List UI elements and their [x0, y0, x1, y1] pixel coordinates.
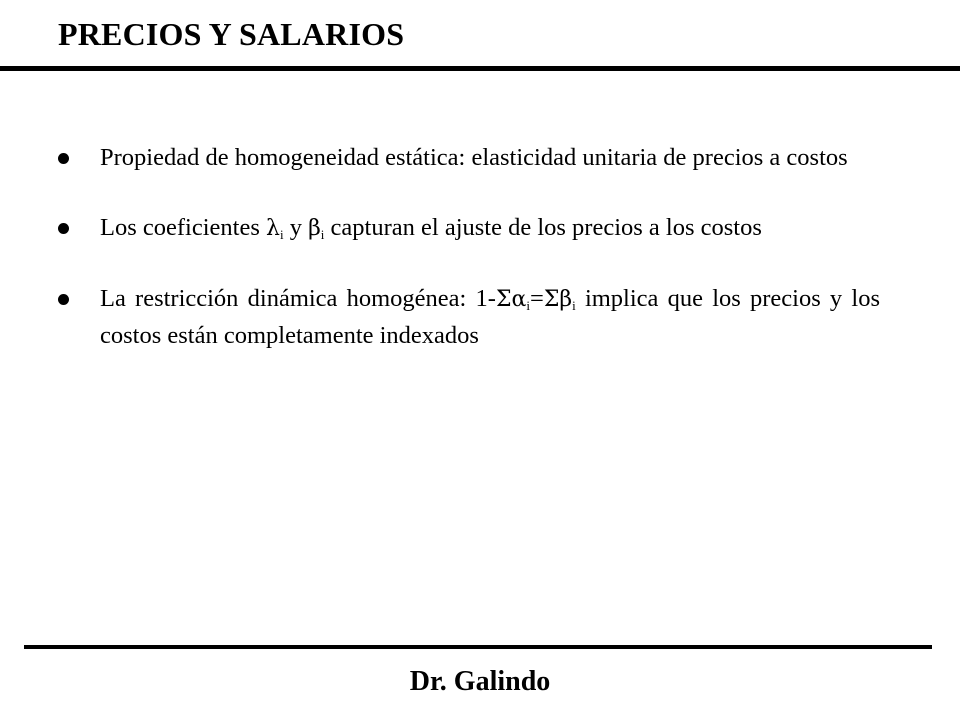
symbol-sum-beta: Σβ	[543, 287, 573, 312]
subscript-i: i	[572, 298, 576, 313]
subscript-i: i	[279, 227, 284, 242]
bullet-text-part: La restricción dinámica homogénea: 1-	[100, 285, 496, 312]
bullet-list	[58, 140, 880, 354]
bullet-text-part: capturan el ajuste de los precios a los costos	[324, 214, 762, 241]
symbol-sum-alpha: Σα	[495, 287, 527, 312]
bullet-text-part: implica que los precios y los costos están completamente indexados	[100, 285, 880, 349]
title-divider	[0, 66, 960, 71]
page-title: PRECIOS Y SALARIOS	[58, 16, 405, 52]
symbol-lambda: λ	[266, 216, 280, 241]
bullet-dot-icon	[58, 153, 69, 164]
bullet-restriction	[58, 281, 880, 354]
bullet-text: Propiedad de homogeneidad estática: elasticidad unitaria de precios a costos	[100, 144, 848, 171]
footer-author: Dr. Galindo	[409, 666, 551, 697]
symbol-beta: β	[308, 216, 321, 241]
bullet-coefficients	[58, 210, 880, 247]
subscript-i: i	[320, 227, 325, 242]
bullet-text-part: Los coeficientes	[100, 214, 266, 241]
bullet-text-part: y	[283, 214, 309, 241]
bullet-dot-icon	[58, 223, 69, 234]
subscript-i: i	[526, 298, 531, 313]
bullet-text-part: =	[530, 285, 544, 312]
bullet-dot-icon	[58, 294, 69, 305]
bullet-homogeneity	[58, 140, 880, 176]
footer-divider	[24, 645, 932, 649]
